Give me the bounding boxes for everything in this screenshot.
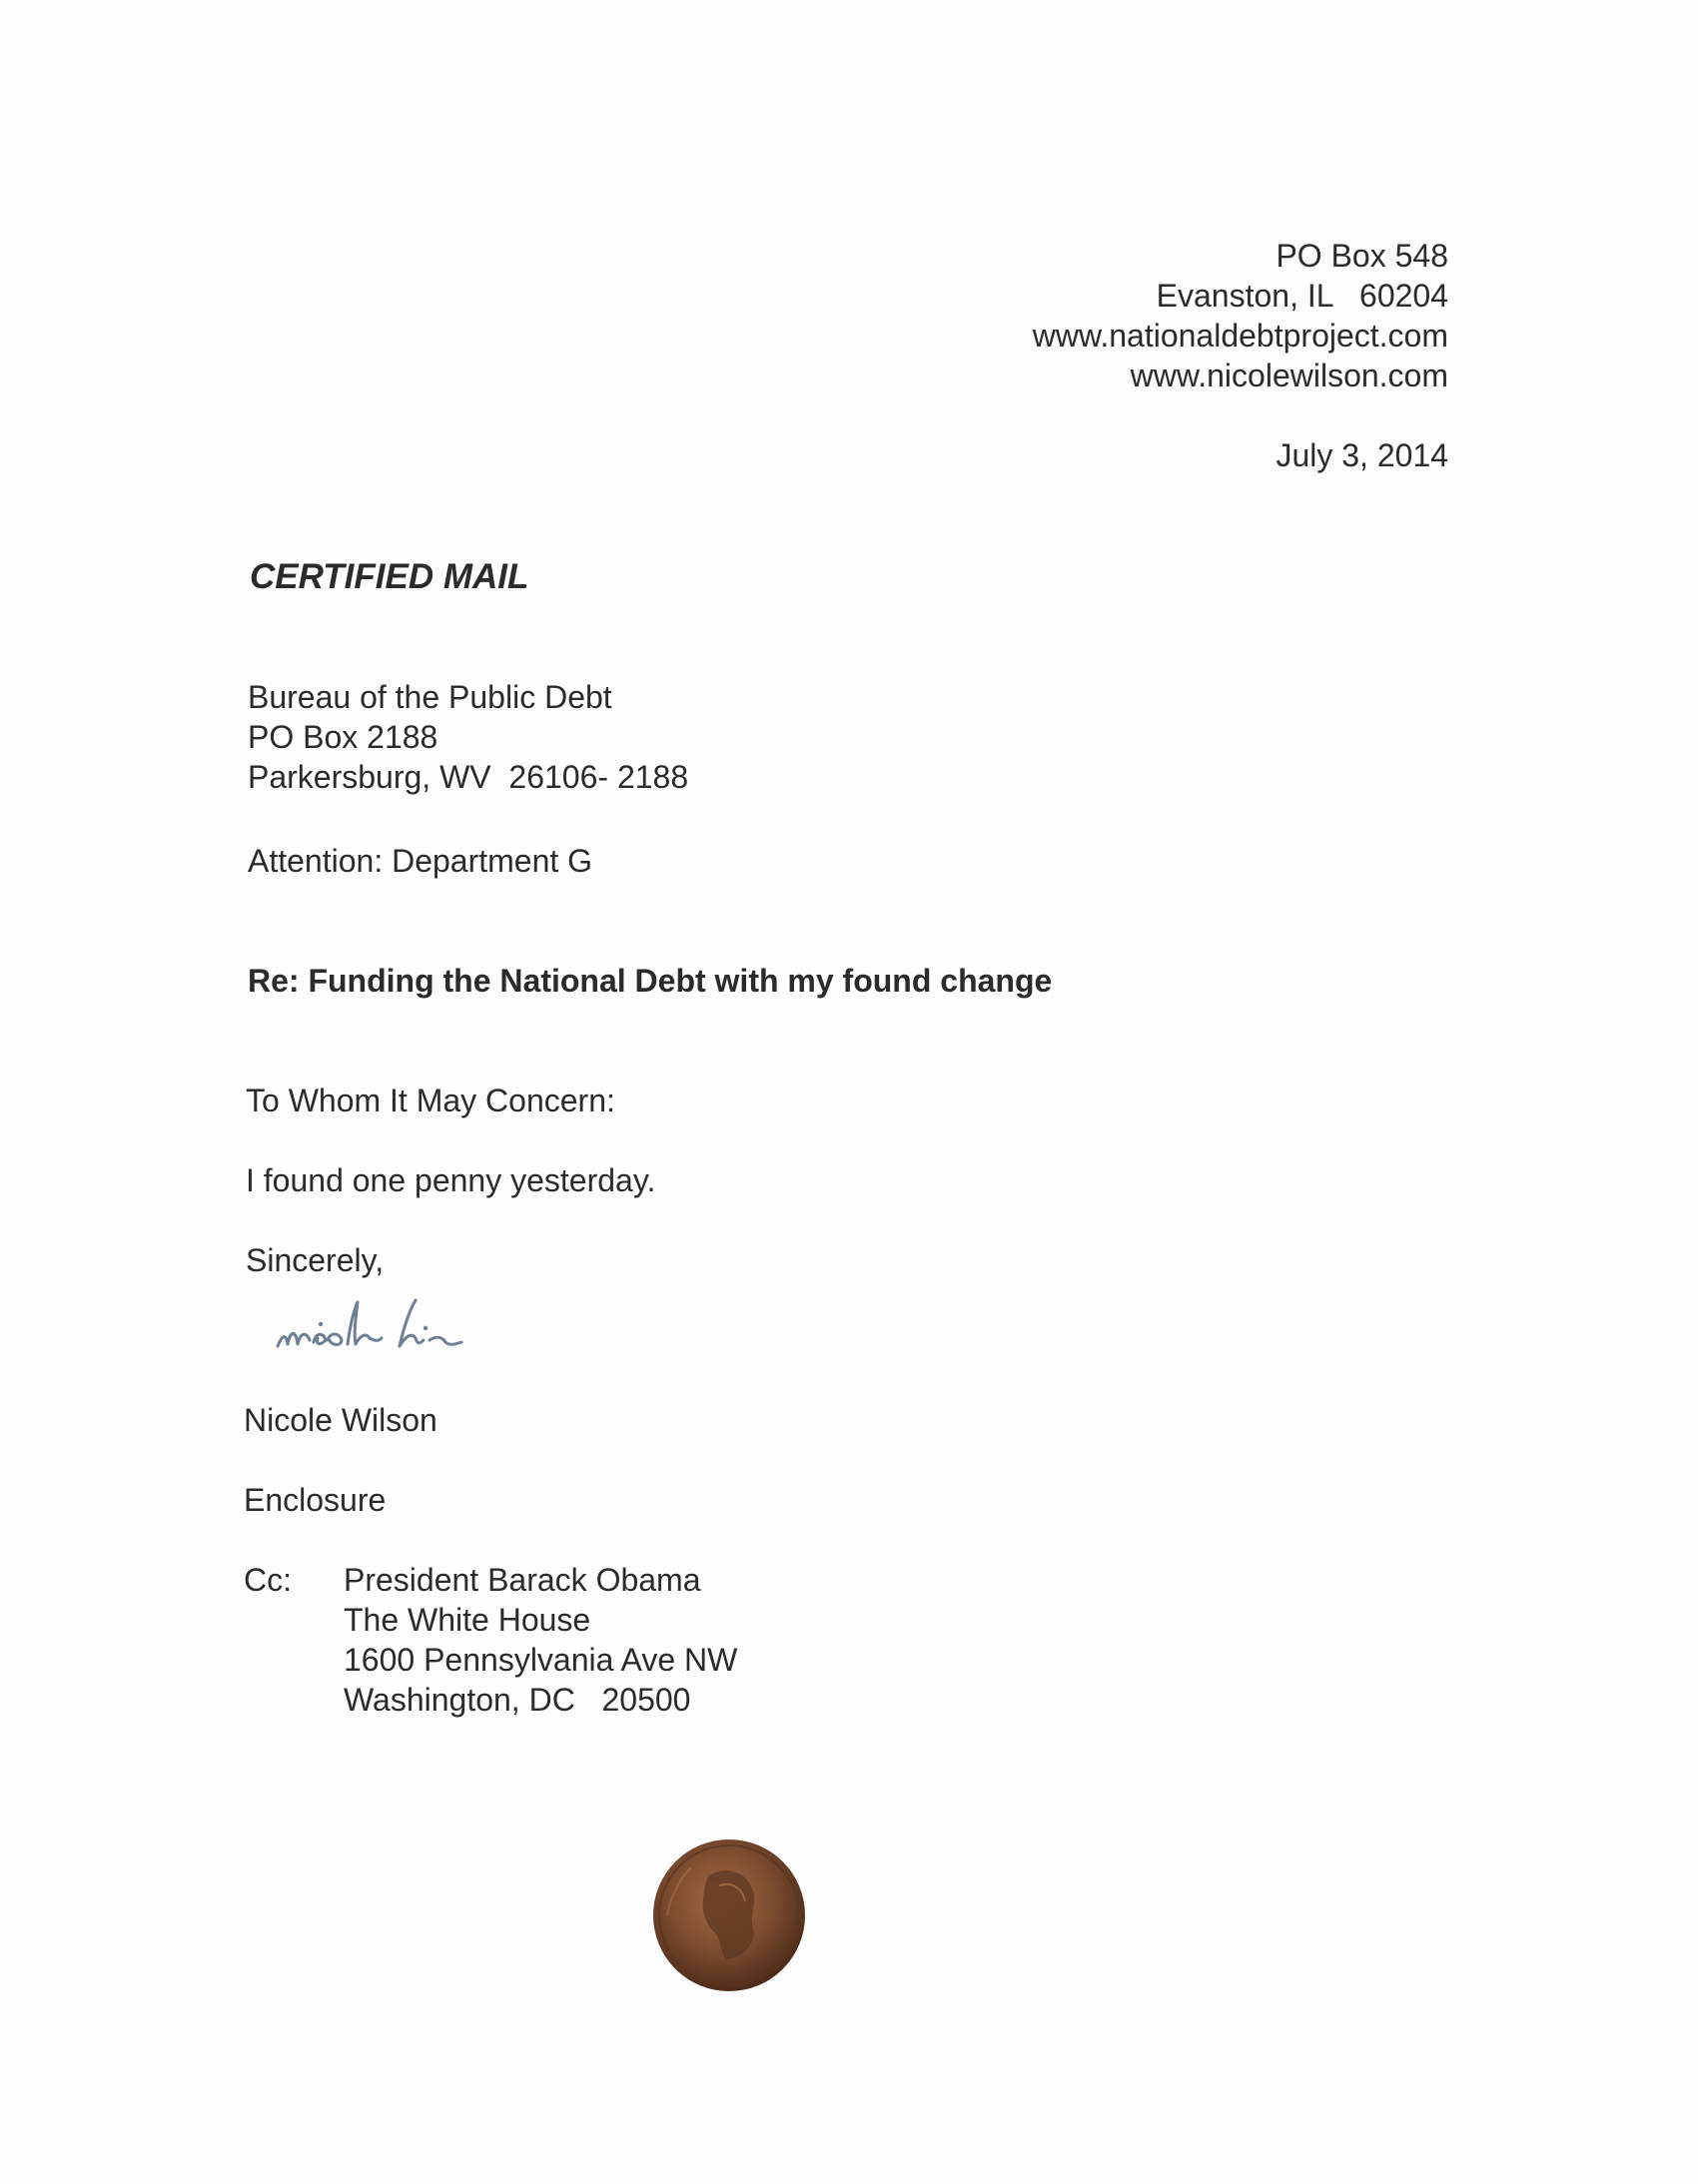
sender-address	[1033, 236, 1448, 395]
enclosure-note: Enclosure	[244, 1482, 387, 1518]
attention-line: Attention: Department G	[248, 843, 593, 879]
cc-label: Cc:	[244, 1562, 292, 1598]
recipient-address-line2: Parkersburg, WV 26106- 2188	[248, 759, 689, 795]
cc-address-line3: Washington, DC 20500	[344, 1682, 691, 1718]
cc-address-line2: 1600 Pennsylvania Ave NW	[344, 1642, 738, 1678]
subject-line: Re: Funding the National Debt with my found change	[248, 963, 1053, 999]
letter-body: I found one penny yesterday.	[246, 1162, 656, 1198]
penny-coin-icon	[649, 1835, 809, 1995]
recipient-name: Bureau of the Public Debt	[248, 679, 612, 715]
salutation: To Whom It May Concern:	[246, 1083, 615, 1118]
closing: Sincerely,	[246, 1242, 385, 1278]
signer-name: Nicole Wilson	[244, 1402, 437, 1438]
cc-name: President Barack Obama	[344, 1562, 701, 1598]
sender-address-line2: Evanston, IL 60204	[1156, 278, 1448, 314]
sender-website-1: www.nationaldebtproject.com	[1032, 318, 1448, 354]
recipient-address-line1: PO Box 2188	[248, 719, 438, 755]
sender-website-2: www.nicolewilson.com	[1130, 358, 1448, 393]
mail-type-heading: CERTIFIED MAIL	[250, 557, 529, 596]
letter-date: July 3, 2014	[1275, 437, 1448, 473]
cc-address-line1: The White House	[344, 1602, 591, 1638]
handwritten-signature-icon	[270, 1288, 589, 1368]
recipient-address	[248, 677, 688, 797]
sender-address-line1: PO Box 548	[1275, 238, 1448, 274]
cc-recipient	[344, 1560, 737, 1720]
